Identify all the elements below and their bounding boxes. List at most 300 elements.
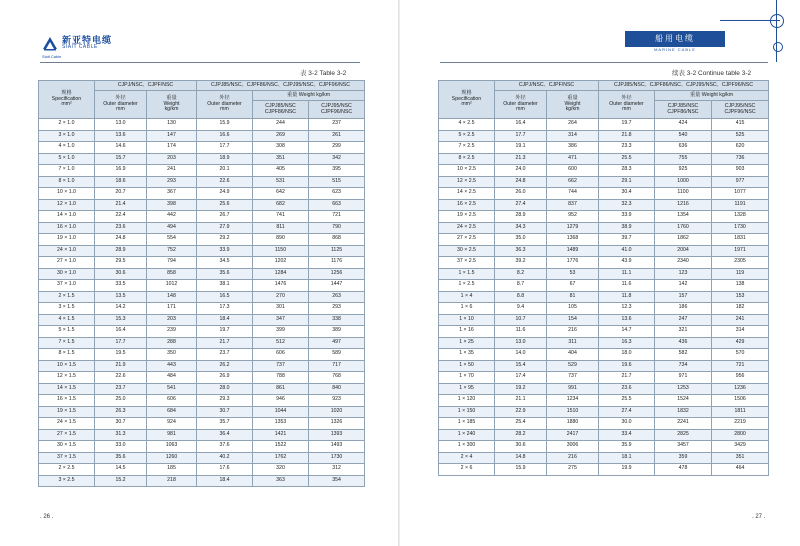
table-cell: 25.4 xyxy=(495,418,547,430)
table-cell: 389 xyxy=(309,326,365,338)
table-cell: 23.6 xyxy=(599,383,655,395)
table-cell: 321 xyxy=(655,326,712,338)
table-cell: 14 × 1.5 xyxy=(39,383,95,395)
table-cell: 19.7 xyxy=(599,119,655,131)
table-cell: 1 × 185 xyxy=(439,418,495,430)
table-cell: 293 xyxy=(309,303,365,315)
table-cell: 33.5 xyxy=(95,280,147,292)
wt-b2-header-right: CJPJ95/NSC CJPF96/NSC xyxy=(712,101,769,119)
table-cell: 4 × 1.0 xyxy=(39,142,95,154)
table-cell: 13.6 xyxy=(599,314,655,326)
table-cell: 24 × 1.5 xyxy=(39,418,95,430)
table-cell: 1326 xyxy=(309,418,365,430)
table-row xyxy=(439,211,769,223)
table-cell: 21.1 xyxy=(495,395,547,407)
table-row xyxy=(39,464,365,476)
table-cell: 529 xyxy=(547,360,599,372)
table-cell: 33.4 xyxy=(599,429,655,441)
table-cell: 1 × 1.5 xyxy=(439,268,495,280)
table-cell: 721 xyxy=(309,211,365,223)
table-cell: 35.7 xyxy=(197,418,253,430)
table-cell: 28.2 xyxy=(495,429,547,441)
spec-table-left xyxy=(38,80,365,487)
table-row xyxy=(439,383,769,395)
brand-name-en: SIAIT CABLE xyxy=(62,44,98,50)
table-cell: 40.2 xyxy=(197,452,253,464)
table-cell: 314 xyxy=(712,326,769,338)
table-row xyxy=(439,337,769,349)
table-cell: 1476 xyxy=(253,280,309,292)
table-cell: 1832 xyxy=(655,406,712,418)
table-cell: 216 xyxy=(547,326,599,338)
table-cell: 216 xyxy=(547,452,599,464)
table-cell: 721 xyxy=(712,360,769,372)
table-cell: 1279 xyxy=(547,222,599,234)
table-cell: 29.5 xyxy=(95,257,147,269)
table-row xyxy=(39,429,365,441)
table-cell: 1 × 10 xyxy=(439,314,495,326)
table-cell: 12 × 1.0 xyxy=(39,199,95,211)
table-row xyxy=(439,199,769,211)
table-cell: 1489 xyxy=(547,245,599,257)
table-row xyxy=(39,153,365,165)
table-cell: 37 × 1.5 xyxy=(39,452,95,464)
table-cell: 924 xyxy=(147,418,197,430)
table-cell: 442 xyxy=(147,211,197,223)
table-cell: 1176 xyxy=(309,257,365,269)
table-row xyxy=(439,234,769,246)
table-caption: 表 3-2 Table 3-2 xyxy=(300,70,347,77)
table-cell: 11.1 xyxy=(599,268,655,280)
table-cell: 171 xyxy=(147,303,197,315)
table-cell: 1253 xyxy=(655,383,712,395)
table-cell: 10 × 1.5 xyxy=(39,360,95,372)
table-cell: 1 × 6 xyxy=(439,303,495,315)
table-cell: 30.6 xyxy=(495,441,547,453)
table-caption-right: 续表 3-2 Continue table 3-2 xyxy=(672,70,752,77)
table-cell: 443 xyxy=(147,360,197,372)
table-cell: 7 × 2.5 xyxy=(439,142,495,154)
table-cell: 14.6 xyxy=(95,142,147,154)
table-cell: 2 × 1.0 xyxy=(39,119,95,131)
table-cell: 717 xyxy=(309,360,365,372)
table-cell: 971 xyxy=(655,372,712,384)
table-cell: 312 xyxy=(309,464,365,476)
table-cell: 25.5 xyxy=(599,153,655,165)
table-cell: 1100 xyxy=(655,188,712,200)
table-row xyxy=(39,245,365,257)
table-cell: 27.4 xyxy=(495,199,547,211)
table-cell: 17.6 xyxy=(197,464,253,476)
table-cell: 1284 xyxy=(253,268,309,280)
table-cell: 154 xyxy=(547,314,599,326)
table-cell: 13.0 xyxy=(495,337,547,349)
table-cell: 308 xyxy=(253,142,309,154)
table-cell: 37 × 1.0 xyxy=(39,280,95,292)
table-cell: 15.7 xyxy=(95,153,147,165)
table-row xyxy=(39,360,365,372)
table-cell: 7 × 1.0 xyxy=(39,165,95,177)
table-cell: 11.6 xyxy=(495,326,547,338)
table-cell: 1353 xyxy=(253,418,309,430)
table-row xyxy=(439,142,769,154)
table-cell: 35.6 xyxy=(95,452,147,464)
table-cell: 26.2 xyxy=(197,360,253,372)
table-cell: 8.2 xyxy=(495,268,547,280)
table-cell: 3 × 1.0 xyxy=(39,130,95,142)
table-cell: 19.1 xyxy=(495,142,547,154)
table-cell: 293 xyxy=(147,176,197,188)
table-cell: 1 × 70 xyxy=(439,372,495,384)
table-cell: 737 xyxy=(547,372,599,384)
table-cell: 14.7 xyxy=(599,326,655,338)
table-cell: 2305 xyxy=(712,257,769,269)
table-cell: 7 × 1.5 xyxy=(39,337,95,349)
table-cell: 3006 xyxy=(547,441,599,453)
table-row xyxy=(39,406,365,418)
table-row xyxy=(439,395,769,407)
table-cell: 264 xyxy=(547,119,599,131)
table-cell: 9.4 xyxy=(495,303,547,315)
table-cell: 3429 xyxy=(712,441,769,453)
table-cell: 142 xyxy=(655,280,712,292)
wt-b1-header-right: CJPJ85/NSC CJPF86/NSC xyxy=(655,101,712,119)
table-row xyxy=(39,280,365,292)
header-rule xyxy=(40,62,360,63)
table-cell: 237 xyxy=(309,119,365,131)
table-body-right xyxy=(439,119,769,476)
table-cell: 30 × 1.5 xyxy=(39,441,95,453)
table-row xyxy=(439,222,769,234)
od-b-header-right: 外径 Outer diameter mm xyxy=(599,91,655,119)
table-cell: 1 × 240 xyxy=(439,429,495,441)
table-cell: 1760 xyxy=(655,222,712,234)
table-cell: 858 xyxy=(147,268,197,280)
table-cell: 157 xyxy=(655,291,712,303)
table-cell: 24.0 xyxy=(495,165,547,177)
table-cell: 790 xyxy=(309,222,365,234)
table-cell: 12 × 1.5 xyxy=(39,372,95,384)
table-cell: 148 xyxy=(147,291,197,303)
table-cell: 663 xyxy=(309,199,365,211)
table-cell: 734 xyxy=(655,360,712,372)
table-row xyxy=(439,349,769,361)
table-cell: 1 × 150 xyxy=(439,406,495,418)
table-cell: 662 xyxy=(547,176,599,188)
table-cell: 27 × 1.5 xyxy=(39,429,95,441)
wt-b1-header: CJPJ85/NSC CJPF86/NSC xyxy=(253,101,309,119)
table-cell: 123 xyxy=(655,268,712,280)
table-cell: 18.4 xyxy=(197,475,253,487)
table-cell: 840 xyxy=(309,383,365,395)
table-cell: 2800 xyxy=(712,429,769,441)
table-cell: 1354 xyxy=(655,211,712,223)
table-cell: 404 xyxy=(547,349,599,361)
table-row xyxy=(439,130,769,142)
table-cell: 541 xyxy=(147,383,197,395)
table-cell: 15.9 xyxy=(495,464,547,476)
table-cell: 1 × 120 xyxy=(439,395,495,407)
table-cell: 512 xyxy=(253,337,309,349)
table-cell: 37 × 2.5 xyxy=(439,257,495,269)
table-cell: 531 xyxy=(253,176,309,188)
table-cell: 37.6 xyxy=(197,441,253,453)
table-cell: 29.3 xyxy=(197,395,253,407)
table-cell: 1 × 16 xyxy=(439,326,495,338)
table-cell: 1524 xyxy=(655,395,712,407)
table-cell: 1493 xyxy=(309,441,365,453)
table-cell: 25.6 xyxy=(197,199,253,211)
table-cell: 497 xyxy=(309,337,365,349)
table-cell: 1 × 300 xyxy=(439,441,495,453)
table-cell: 14 × 1.0 xyxy=(39,211,95,223)
table-cell: 351 xyxy=(253,153,309,165)
table-cell: 28.3 xyxy=(599,165,655,177)
table-cell: 12.3 xyxy=(599,303,655,315)
table-cell: 1421 xyxy=(253,429,309,441)
table-cell: 429 xyxy=(712,337,769,349)
table-cell: 923 xyxy=(309,395,365,407)
table-cell: 19.2 xyxy=(495,383,547,395)
table-cell: 30.0 xyxy=(599,418,655,430)
table-cell: 22.6 xyxy=(95,372,147,384)
corner-circle-icon xyxy=(770,14,784,28)
table-cell: 22.6 xyxy=(197,176,253,188)
table-cell: 10 × 2.5 xyxy=(439,165,495,177)
table-row xyxy=(439,360,769,372)
table-cell: 1776 xyxy=(547,257,599,269)
wt-a-header: 重量 Weight kg/km xyxy=(147,91,197,119)
table-row xyxy=(439,257,769,269)
table-cell: 946 xyxy=(253,395,309,407)
table-cell: 398 xyxy=(147,199,197,211)
table-cell: 359 xyxy=(655,452,712,464)
table-cell: 395 xyxy=(309,165,365,177)
table-cell: 14.2 xyxy=(95,303,147,315)
table-cell: 1 × 50 xyxy=(439,360,495,372)
table-cell: 582 xyxy=(655,349,712,361)
table-row xyxy=(439,268,769,280)
table-cell: 247 xyxy=(655,314,712,326)
table-row xyxy=(439,372,769,384)
table-cell: 23.6 xyxy=(95,222,147,234)
table-cell: 3457 xyxy=(655,441,712,453)
table-cell: 16 × 2.5 xyxy=(439,199,495,211)
table-row xyxy=(39,441,365,453)
table-cell: 1 × 25 xyxy=(439,337,495,349)
table-cell: 35.9 xyxy=(599,441,655,453)
table-cell: 26.3 xyxy=(95,406,147,418)
table-cell: 8 × 2.5 xyxy=(439,153,495,165)
table-cell: 977 xyxy=(712,176,769,188)
table-row xyxy=(39,234,365,246)
table-cell: 27 × 1.0 xyxy=(39,257,95,269)
table-cell: 8.8 xyxy=(495,291,547,303)
brand-sub: Siait Cable xyxy=(42,54,62,59)
table-cell: 1000 xyxy=(655,176,712,188)
table-cell: 10 × 1.0 xyxy=(39,188,95,200)
table-cell: 642 xyxy=(253,188,309,200)
table-cell: 244 xyxy=(253,119,309,131)
table-cell: 241 xyxy=(147,165,197,177)
table-cell: 39.2 xyxy=(495,257,547,269)
table-cell: 19 × 1.0 xyxy=(39,234,95,246)
table-cell: 153 xyxy=(712,291,769,303)
table-cell: 33.0 xyxy=(95,441,147,453)
table-cell: 13.0 xyxy=(95,119,147,131)
table-cell: 28.9 xyxy=(95,245,147,257)
table-cell: 16.6 xyxy=(197,130,253,142)
table-cell: 2340 xyxy=(655,257,712,269)
table-cell: 30.7 xyxy=(95,418,147,430)
table-cell: 620 xyxy=(712,142,769,154)
table-cell: 38.9 xyxy=(599,222,655,234)
table-cell: 15.3 xyxy=(95,314,147,326)
table-cell: 684 xyxy=(147,406,197,418)
table-cell: 351 xyxy=(712,452,769,464)
table-cell: 2219 xyxy=(712,418,769,430)
table-cell: 23.7 xyxy=(95,383,147,395)
table-cell: 203 xyxy=(147,153,197,165)
table-row xyxy=(39,257,365,269)
table-row xyxy=(439,429,769,441)
table-cell: 1 × 35 xyxy=(439,349,495,361)
table-row xyxy=(39,211,365,223)
wt-a-header-right: 重量 Weight kg/km xyxy=(547,91,599,119)
table-cell: 36.3 xyxy=(495,245,547,257)
table-cell: 570 xyxy=(712,349,769,361)
table-row xyxy=(39,199,365,211)
table-cell: 186 xyxy=(655,303,712,315)
table-cell: 261 xyxy=(309,130,365,142)
table-cell: 19.6 xyxy=(599,360,655,372)
table-cell: 4 × 1.5 xyxy=(39,314,95,326)
table-cell: 14.8 xyxy=(495,452,547,464)
group-b-header: CJPJ85/NSC、CJPF86/NSC、CJPJ95/NSC、CJPF96/NSC xyxy=(197,81,365,91)
brand-logo xyxy=(42,33,112,53)
table-cell: 27.9 xyxy=(197,222,253,234)
table-cell: 12 × 2.5 xyxy=(439,176,495,188)
table-row xyxy=(39,188,365,200)
table-cell: 15.2 xyxy=(95,475,147,487)
table-row xyxy=(39,395,365,407)
table-cell: 39.7 xyxy=(599,234,655,246)
table-row xyxy=(439,280,769,292)
table-cell: 182 xyxy=(712,303,769,315)
table-cell: 18.0 xyxy=(599,349,655,361)
group-a-header-right: CJPJ/NSC、CJPF/NSC xyxy=(495,81,599,91)
table-cell: 1393 xyxy=(309,429,365,441)
table-cell: 4 × 2.5 xyxy=(439,119,495,131)
table-cell: 185 xyxy=(147,464,197,476)
wt-b-header-right: 重量 Weight kg/km xyxy=(655,91,769,101)
table-row xyxy=(39,165,365,177)
table-cell: 16 × 1.5 xyxy=(39,395,95,407)
table-cell: 925 xyxy=(655,165,712,177)
table-cell: 736 xyxy=(712,153,769,165)
table-cell: 16.3 xyxy=(599,337,655,349)
table-cell: 5 × 1.0 xyxy=(39,153,95,165)
table-cell: 1216 xyxy=(655,199,712,211)
table-cell: 13.5 xyxy=(95,291,147,303)
table-cell: 2241 xyxy=(655,418,712,430)
spec-header-right: 规格 Specification mm² xyxy=(439,81,495,119)
table-cell: 752 xyxy=(147,245,197,257)
table-cell: 81 xyxy=(547,291,599,303)
table-row xyxy=(39,418,365,430)
table-cell: 768 xyxy=(309,372,365,384)
table-cell: 3 × 2.5 xyxy=(39,475,95,487)
table-cell: 540 xyxy=(655,130,712,142)
table-cell: 1522 xyxy=(253,441,309,453)
table-cell: 991 xyxy=(547,383,599,395)
group-a-header: CJPJ/NSC、CJPF/NSC xyxy=(95,81,197,91)
table-cell: 484 xyxy=(147,372,197,384)
table-row xyxy=(39,337,365,349)
table-cell: 67 xyxy=(547,280,599,292)
table-cell: 1125 xyxy=(309,245,365,257)
table-cell: 405 xyxy=(253,165,309,177)
table-cell: 5 × 1.5 xyxy=(39,326,95,338)
table-cell: 8.7 xyxy=(495,280,547,292)
table-cell: 24.8 xyxy=(95,234,147,246)
table-cell: 1368 xyxy=(547,234,599,246)
table-row xyxy=(439,314,769,326)
table-row xyxy=(39,291,365,303)
table-cell: 21.9 xyxy=(95,360,147,372)
table-cell: 15.4 xyxy=(495,360,547,372)
table-cell: 130 xyxy=(147,119,197,131)
table-cell: 1862 xyxy=(655,234,712,246)
table-cell: 1 × 95 xyxy=(439,383,495,395)
table-cell: 14.5 xyxy=(95,464,147,476)
table-cell: 11.6 xyxy=(599,280,655,292)
table-cell: 27.4 xyxy=(599,406,655,418)
table-cell: 515 xyxy=(309,176,365,188)
table-cell: 1328 xyxy=(712,211,769,223)
table-cell: 436 xyxy=(655,337,712,349)
table-cell: 342 xyxy=(309,153,365,165)
table-cell: 34.3 xyxy=(495,222,547,234)
table-cell: 794 xyxy=(147,257,197,269)
table-cell: 1202 xyxy=(253,257,309,269)
table-cell: 890 xyxy=(253,234,309,246)
table-row xyxy=(39,268,365,280)
table-cell: 16.5 xyxy=(197,291,253,303)
table-cell: 5 × 2.5 xyxy=(439,130,495,142)
table-cell: 35.0 xyxy=(495,234,547,246)
table-cell: 636 xyxy=(655,142,712,154)
table-cell: 606 xyxy=(147,395,197,407)
table-row xyxy=(439,176,769,188)
table-row xyxy=(39,326,365,338)
table-cell: 17.4 xyxy=(495,372,547,384)
table-cell: 2 × 1.5 xyxy=(39,291,95,303)
od-b-header: 外径 Outer diameter mm xyxy=(197,91,253,119)
section-tag-en: MARINE CABLE xyxy=(654,47,696,52)
table-cell: 33.9 xyxy=(197,245,253,257)
table-cell: 606 xyxy=(253,349,309,361)
table-cell: 119 xyxy=(712,268,769,280)
section-tag: 船用电缆 xyxy=(625,31,725,47)
table-row xyxy=(439,464,769,476)
table-row xyxy=(439,165,769,177)
table-cell: 138 xyxy=(712,280,769,292)
table-cell: 53 xyxy=(547,268,599,280)
table-cell: 16.4 xyxy=(495,119,547,131)
table-cell: 338 xyxy=(309,314,365,326)
table-cell: 1762 xyxy=(253,452,309,464)
